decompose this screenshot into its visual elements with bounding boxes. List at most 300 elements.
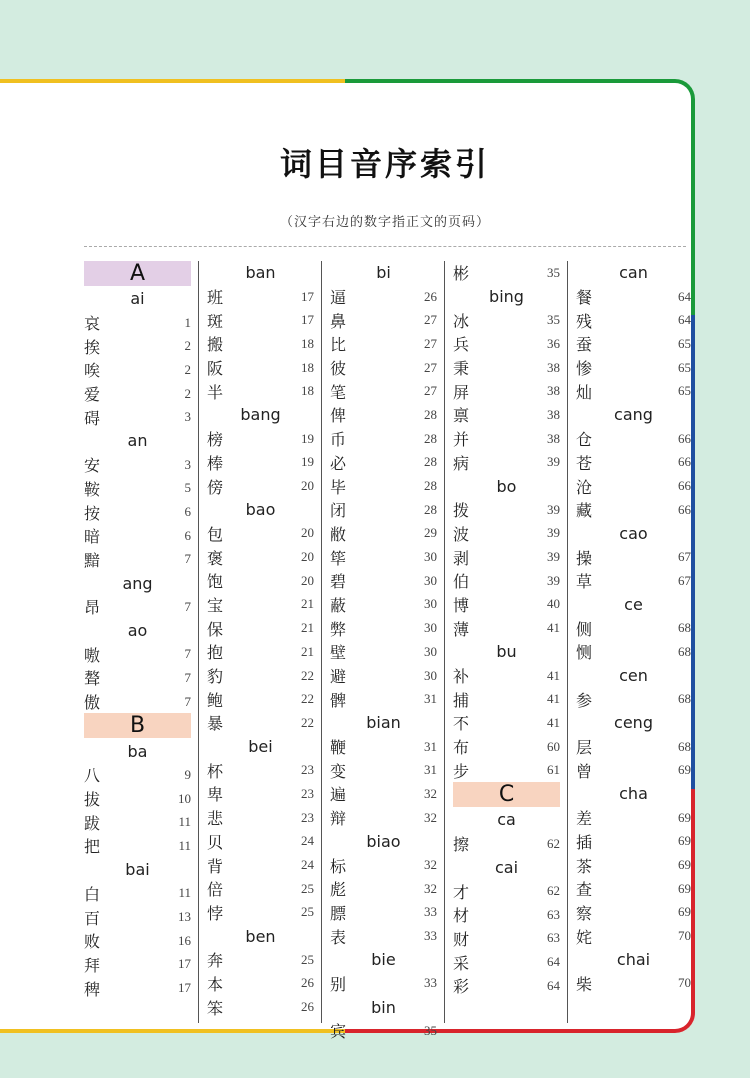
index-entry — [576, 569, 691, 593]
index-entry — [207, 711, 314, 735]
index-entry — [576, 545, 691, 569]
entry-character: 宝 — [207, 595, 224, 615]
index-entry — [84, 334, 191, 358]
index-entry — [576, 901, 691, 925]
entry-page-number: 17 — [178, 956, 191, 972]
entry-page-number: 6 — [184, 504, 191, 520]
entry-character: 捕 — [453, 690, 470, 710]
entry-page-number: 11 — [178, 814, 191, 830]
entry-character: 藏 — [576, 501, 593, 521]
index-entry — [207, 972, 314, 996]
index-entry — [207, 569, 314, 593]
entry-character: 拨 — [453, 501, 470, 521]
index-entry — [453, 403, 560, 427]
entry-character: 茶 — [576, 856, 593, 876]
entry-page-number: 28 — [424, 501, 437, 517]
entry-page-number: 31 — [424, 762, 437, 778]
entry-page-number: 22 — [301, 691, 314, 707]
index-entry — [453, 903, 560, 927]
entry-character: 百 — [84, 908, 101, 928]
index-entry — [207, 522, 314, 546]
entry-page-number: 11 — [178, 837, 191, 853]
entry-page-number: 22 — [301, 714, 314, 730]
entry-page-number: 32 — [424, 857, 437, 873]
entry-character: 拜 — [84, 955, 101, 975]
pinyin-heading: bang — [240, 405, 281, 425]
pinyin-heading: chai — [616, 950, 651, 970]
entry-page-number: 64 — [547, 977, 560, 993]
index-entry — [330, 735, 437, 759]
index-entry — [453, 522, 560, 546]
index-entry — [330, 356, 437, 380]
index-entry — [330, 285, 437, 309]
index-entry — [453, 950, 560, 974]
entry-page-number: 18 — [301, 359, 314, 375]
entry-page-number: 66 — [678, 454, 691, 470]
entry-page-number: 2 — [184, 385, 191, 401]
entry-page-number: 7 — [184, 693, 191, 709]
index-entry — [330, 901, 437, 925]
entry-character: 蚕 — [576, 335, 593, 355]
index-entry — [84, 690, 191, 714]
pinyin-heading: cang — [614, 405, 653, 425]
entry-page-number: 23 — [301, 762, 314, 778]
pinyin-heading: ceng — [614, 713, 653, 733]
index-entry — [453, 356, 560, 380]
pinyin-heading: bo — [496, 476, 517, 496]
entry-page-number: 26 — [424, 288, 437, 304]
index-entry — [330, 522, 437, 546]
index-entry — [576, 877, 691, 901]
entry-page-number: 28 — [424, 430, 437, 446]
entry-page-number: 28 — [424, 406, 437, 422]
entry-page-number: 17 — [301, 288, 314, 304]
index-entry — [84, 929, 191, 953]
pinyin-heading: ba — [127, 741, 148, 761]
entry-page-number: 7 — [184, 669, 191, 685]
entry-page-number: 3 — [184, 409, 191, 425]
entry-character: 姹 — [576, 927, 593, 947]
entry-page-number: 69 — [678, 833, 691, 849]
frame-top-green — [345, 79, 675, 83]
index-column — [330, 261, 437, 1042]
entry-character: 阪 — [207, 359, 224, 379]
entry-page-number: 18 — [301, 335, 314, 351]
entry-page-number: 30 — [424, 572, 437, 588]
entry-character: 辩 — [330, 809, 347, 829]
entry-page-number: 19 — [301, 454, 314, 470]
pinyin-heading: bao — [245, 500, 276, 520]
entry-page-number: 23 — [301, 785, 314, 801]
entry-page-number: 21 — [301, 643, 314, 659]
entry-page-number: 60 — [547, 738, 560, 754]
index-entry — [207, 451, 314, 475]
entry-character: 鞭 — [330, 738, 347, 758]
index-entry — [576, 853, 691, 877]
index-entry — [84, 787, 191, 811]
entry-character: 棒 — [207, 453, 224, 473]
index-entry — [453, 451, 560, 475]
entry-character: 背 — [207, 856, 224, 876]
entry-page-number: 39 — [547, 501, 560, 517]
entry-character: 苍 — [576, 453, 593, 473]
entry-page-number: 27 — [424, 359, 437, 375]
index-entry — [207, 474, 314, 498]
entry-character: 半 — [207, 382, 224, 402]
index-entry — [84, 905, 191, 929]
entry-page-number: 31 — [424, 738, 437, 754]
index-entry — [453, 711, 560, 735]
pinyin-heading: bi — [376, 263, 391, 283]
entry-character: 贝 — [207, 832, 224, 852]
entry-character: 笨 — [207, 998, 224, 1018]
entry-page-number: 38 — [547, 359, 560, 375]
entry-page-number: 30 — [424, 620, 437, 636]
pinyin-heading: bu — [496, 642, 517, 662]
entry-page-number: 62 — [547, 883, 560, 899]
index-entry — [84, 953, 191, 977]
entry-character: 彩 — [453, 977, 470, 997]
entry-character: 筚 — [330, 548, 347, 568]
entry-page-number: 19 — [301, 430, 314, 446]
entry-character: 嗷 — [84, 645, 101, 665]
pinyin-heading: bin — [371, 997, 396, 1017]
entry-page-number: 2 — [184, 361, 191, 377]
page-subtitle: （汉字右边的数字指正文的页码） — [279, 215, 490, 230]
entry-page-number: 2 — [184, 338, 191, 354]
pinyin-heading: bie — [371, 950, 396, 970]
index-entry — [84, 548, 191, 572]
entry-character: 髀 — [330, 690, 347, 710]
index-entry — [453, 927, 560, 951]
letter-heading: A — [84, 261, 191, 286]
entry-character: 查 — [576, 880, 593, 900]
entry-page-number: 33 — [424, 904, 437, 920]
index-entry — [330, 427, 437, 451]
entry-character: 材 — [453, 906, 470, 926]
frame-top-yellow — [0, 79, 345, 83]
index-entry — [207, 830, 314, 854]
index-entry — [84, 477, 191, 501]
letter-heading: C — [453, 782, 560, 807]
index-entry — [453, 498, 560, 522]
entry-page-number: 40 — [547, 596, 560, 612]
entry-page-number: 68 — [678, 620, 691, 636]
index-entry — [330, 972, 437, 996]
entry-page-number: 7 — [184, 598, 191, 614]
entry-character: 豹 — [207, 667, 224, 687]
entry-character: 笔 — [330, 382, 347, 402]
entry-page-number: 27 — [424, 383, 437, 399]
pinyin-heading: cen — [619, 666, 648, 686]
index-entry — [207, 901, 314, 925]
index-entry — [207, 782, 314, 806]
pinyin-heading: ca — [497, 810, 516, 830]
entry-character: 敝 — [330, 524, 347, 544]
entry-page-number: 13 — [178, 909, 191, 925]
index-entry — [207, 593, 314, 617]
index-column — [453, 261, 560, 1023]
entry-character: 币 — [330, 430, 347, 450]
entry-character: 伯 — [453, 572, 470, 592]
index-entry — [207, 308, 314, 332]
entry-page-number: 25 — [301, 880, 314, 896]
pinyin-heading: bei — [248, 737, 273, 757]
entry-character: 膘 — [330, 903, 347, 923]
entry-page-number: 38 — [547, 430, 560, 446]
entry-character: 残 — [576, 311, 593, 331]
entry-character: 避 — [330, 667, 347, 687]
entry-page-number: 69 — [678, 880, 691, 896]
index-columns — [84, 261, 691, 1042]
index-entry — [453, 569, 560, 593]
entry-page-number: 29 — [424, 525, 437, 541]
entry-character: 餐 — [576, 288, 593, 308]
entry-page-number: 22 — [301, 667, 314, 683]
entry-character: 冰 — [453, 311, 470, 331]
index-entry — [84, 834, 191, 858]
entry-page-number: 63 — [547, 906, 560, 922]
entry-character: 柴 — [576, 974, 593, 994]
entry-character: 察 — [576, 903, 593, 923]
entry-character: 暴 — [207, 714, 224, 734]
entry-character: 安 — [84, 456, 101, 476]
index-entry — [84, 311, 191, 335]
index-entry — [576, 640, 691, 664]
index-entry — [453, 379, 560, 403]
entry-page-number: 20 — [301, 478, 314, 494]
entry-page-number: 24 — [301, 833, 314, 849]
entry-character: 补 — [453, 667, 470, 687]
index-entry — [576, 451, 691, 475]
entry-character: 参 — [576, 690, 593, 710]
entry-page-number: 41 — [547, 620, 560, 636]
index-entry — [330, 451, 437, 475]
entry-page-number: 3 — [184, 456, 191, 472]
entry-character: 财 — [453, 929, 470, 949]
entry-character: 插 — [576, 832, 593, 852]
entry-page-number: 69 — [678, 762, 691, 778]
entry-character: 沧 — [576, 477, 593, 497]
entry-page-number: 38 — [547, 383, 560, 399]
index-entry — [576, 427, 691, 451]
index-entry — [576, 285, 691, 309]
entry-page-number: 31 — [424, 691, 437, 707]
index-entry — [84, 763, 191, 787]
entry-page-number: 28 — [424, 478, 437, 494]
entry-character: 唉 — [84, 361, 101, 381]
entry-page-number: 35 — [547, 264, 560, 280]
entry-page-number: 67 — [678, 572, 691, 588]
pinyin-heading: bian — [366, 713, 401, 733]
index-entry — [330, 640, 437, 664]
entry-page-number: 30 — [424, 667, 437, 683]
entry-page-number: 35 — [547, 312, 560, 328]
entry-character: 班 — [207, 288, 224, 308]
index-entry — [207, 948, 314, 972]
entry-character: 褒 — [207, 548, 224, 568]
entry-page-number: 10 — [178, 790, 191, 806]
entry-character: 禀 — [453, 406, 470, 426]
entry-character: 拔 — [84, 790, 101, 810]
entry-character: 屏 — [453, 382, 470, 402]
entry-page-number: 41 — [547, 714, 560, 730]
frame-right-red — [691, 789, 695, 1011]
index-entry — [576, 830, 691, 854]
entry-page-number: 30 — [424, 643, 437, 659]
entry-character: 并 — [453, 430, 470, 450]
index-entry — [576, 758, 691, 782]
index-entry — [84, 976, 191, 1000]
index-entry — [330, 498, 437, 522]
entry-page-number: 32 — [424, 880, 437, 896]
page-title: 词目音序索引 — [279, 145, 490, 183]
index-entry — [84, 882, 191, 906]
index-entry — [207, 356, 314, 380]
index-entry — [576, 332, 691, 356]
index-entry — [207, 853, 314, 877]
entry-character: 壁 — [330, 643, 347, 663]
entry-character: 暗 — [84, 527, 101, 547]
entry-character: 傍 — [207, 477, 224, 497]
entry-character: 操 — [576, 548, 593, 568]
entry-character: 灿 — [576, 382, 593, 402]
entry-page-number: 41 — [547, 691, 560, 707]
entry-page-number: 27 — [424, 335, 437, 351]
pinyin-heading: ai — [130, 289, 145, 309]
entry-character: 蔽 — [330, 595, 347, 615]
index-entry — [330, 403, 437, 427]
entry-character: 爱 — [84, 385, 101, 405]
index-entry — [330, 687, 437, 711]
entry-page-number: 36 — [547, 335, 560, 351]
entry-character: 卑 — [207, 785, 224, 805]
entry-character: 擦 — [453, 835, 470, 855]
entry-character: 碍 — [84, 408, 101, 428]
index-entry — [330, 379, 437, 403]
entry-character: 本 — [207, 974, 224, 994]
entry-page-number: 21 — [301, 620, 314, 636]
index-column — [576, 261, 691, 1023]
entry-character: 秉 — [453, 359, 470, 379]
entry-page-number: 65 — [678, 359, 691, 375]
index-entry — [453, 616, 560, 640]
pinyin-heading: ce — [624, 594, 643, 614]
pinyin-heading: cao — [619, 523, 648, 543]
index-entry — [207, 640, 314, 664]
entry-character: 白 — [84, 884, 101, 904]
entry-page-number: 63 — [547, 930, 560, 946]
index-entry — [453, 832, 560, 856]
index-column — [207, 261, 314, 1023]
entry-character: 必 — [330, 453, 347, 473]
index-entry — [84, 524, 191, 548]
entry-character: 挨 — [84, 337, 101, 357]
index-entry — [330, 1019, 437, 1043]
entry-character: 鼻 — [330, 311, 347, 331]
entry-character: 剥 — [453, 548, 470, 568]
entry-character: 聱 — [84, 669, 101, 689]
entry-page-number: 26 — [301, 975, 314, 991]
index-entry — [207, 877, 314, 901]
entry-page-number: 20 — [301, 525, 314, 541]
entry-page-number: 66 — [678, 501, 691, 517]
entry-page-number: 38 — [547, 406, 560, 422]
entry-page-number: 65 — [678, 383, 691, 399]
entry-page-number: 66 — [678, 430, 691, 446]
entry-character: 包 — [207, 524, 224, 544]
index-entry — [207, 806, 314, 830]
entry-character: 彬 — [453, 264, 470, 284]
entry-page-number: 39 — [547, 454, 560, 470]
index-entry — [330, 332, 437, 356]
pinyin-heading: ao — [127, 620, 148, 640]
index-entry — [330, 806, 437, 830]
entry-character: 斑 — [207, 311, 224, 331]
entry-page-number: 32 — [424, 785, 437, 801]
index-entry — [330, 569, 437, 593]
pinyin-heading: ang — [122, 573, 153, 593]
entry-character: 草 — [576, 572, 593, 592]
index-entry — [84, 666, 191, 690]
entry-page-number: 69 — [678, 809, 691, 825]
entry-page-number: 64 — [678, 312, 691, 328]
pinyin-heading: cai — [494, 857, 519, 877]
index-entry — [576, 687, 691, 711]
entry-character: 鲍 — [207, 690, 224, 710]
pinyin-heading: bing — [489, 287, 524, 307]
index-entry — [453, 308, 560, 332]
index-entry — [84, 810, 191, 834]
entry-character: 哀 — [84, 314, 101, 334]
index-entry — [453, 332, 560, 356]
index-entry — [207, 332, 314, 356]
entry-character: 悖 — [207, 903, 224, 923]
frame-bottom-yellow — [0, 1029, 345, 1033]
entry-character: 仓 — [576, 430, 593, 450]
entry-page-number: 25 — [301, 951, 314, 967]
index-entry — [207, 545, 314, 569]
entry-page-number: 68 — [678, 643, 691, 659]
entry-character: 层 — [576, 738, 593, 758]
entry-character: 保 — [207, 619, 224, 639]
entry-character: 把 — [84, 837, 101, 857]
entry-page-number: 67 — [678, 549, 691, 565]
entry-page-number: 20 — [301, 572, 314, 588]
index-entry — [576, 474, 691, 498]
entry-character: 曾 — [576, 761, 593, 781]
index-entry — [453, 593, 560, 617]
index-entry — [453, 261, 560, 285]
entry-character: 别 — [330, 974, 347, 994]
entry-character: 步 — [453, 761, 470, 781]
entry-page-number: 27 — [424, 312, 437, 328]
index-entry — [330, 616, 437, 640]
entry-character: 布 — [453, 738, 470, 758]
entry-character: 饱 — [207, 572, 224, 592]
index-entry — [330, 782, 437, 806]
entry-character: 彼 — [330, 359, 347, 379]
entry-character: 跋 — [84, 813, 101, 833]
index-entry — [207, 995, 314, 1019]
entry-character: 宾 — [330, 1022, 347, 1042]
pinyin-heading: bai — [125, 860, 150, 880]
entry-page-number: 39 — [547, 525, 560, 541]
entry-character: 变 — [330, 761, 347, 781]
entry-page-number: 41 — [547, 667, 560, 683]
index-entry — [207, 379, 314, 403]
index-entry — [330, 308, 437, 332]
